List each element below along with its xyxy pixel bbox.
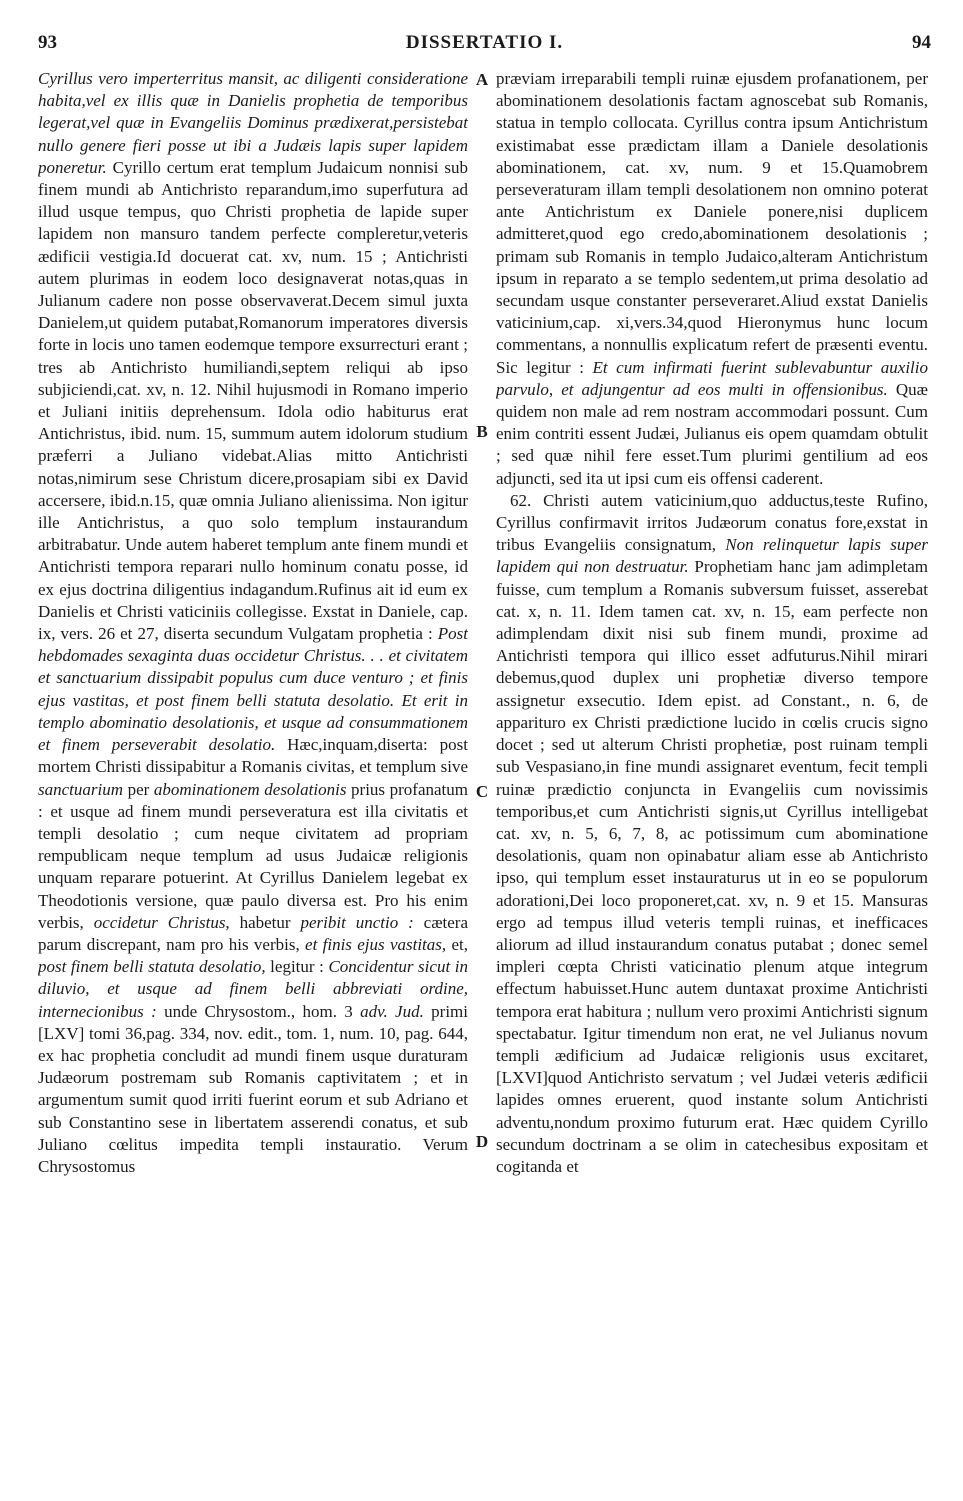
page-header — [38, 32, 931, 62]
right-column — [496, 68, 928, 1448]
text-run: per — [123, 779, 154, 799]
text-run: 62. Christi autem vaticinium,quo adductus,teste Rufino, Cyrillus confirmavit irritos Judæorum conatus fore,exstat in tribus Evangeliis consignatum, — [496, 490, 928, 555]
text-run: Hæc,inquam,diserta: post mortem Christi dissipabitur a Romanis civitas, et templum sive — [38, 735, 468, 777]
italic-text-run: peribit unctio : — [300, 912, 414, 932]
paragraph — [496, 490, 928, 1178]
margin-marker-d: D — [475, 1132, 489, 1151]
text-run: prius profanatum : et usque ad finem mundi perseveratura est illa civitatis et templi desolatio ; cum neque civitatem ad propriam rempublicam neque templum ad usus Judaicæ religionis unquam reparare potuerint. At Cyrillus Danielem legebat ex Theodotionis versione, quæ paulo diversa est. Pro his enim verbis, — [38, 779, 468, 932]
italic-text-run: adv. Jud. — [360, 1001, 424, 1021]
italic-text-run: abominationem desolationis — [153, 779, 347, 799]
text-run: præviam irreparabili templi ruinæ ejusdem profanationem, per abominationem desolationis factam agnoscebat sub Romanis, statua in templo collocata. Cyrillus contra ipsum Antichristum existimabat esse prædictam illam a Daniele desolationis abominationem, cat. xv, num. 9 et 15.Quamobrem perseveraturam illam templi desolationem non omnino poterat ante Antichristum ex Daniele ponere,nisi duplicem admitteret,quod ego credo,abominationem desolationis ; primam sub Romanis in templo Judaico,alteram Antichristum ipsum in reparato a se templo sedentem,ut prima desolatio ad secundam usque constanter perseveraret.Aliud exstat Danielis vaticinium,cap. xi,vers.34,quod Hieronymus hunc locum commentans, a nonnullis explicatum refert de præsenti eventu. Sic legitur : — [496, 69, 928, 377]
text-run: cætera parum discrepant, nam pro his verbis, — [38, 912, 468, 954]
paragraph — [496, 68, 928, 490]
italic-text-run: sanctuarium — [38, 779, 123, 799]
left-column — [38, 68, 468, 1448]
italic-text-run: post finem belli statuta desolatio, — [38, 957, 266, 977]
text-run: Cyrillo certum erat templum Judaicum nonnisi sub finem mundi ab Antichristo reparandum,imo superfutura ad illud usque tempus, quo Christi prophetia de lapide super lapidem non mansuro tandem perfecte compleretur,veteris ædificii vestigia.Id docuerat cat. xv, num. 15 ; Antichristi autem plurimas in eodem loco designaverat notas,quas in Julianum cadere non posse observaverat.Decem simul juxta Danielem,ut quidem putabat,Romanorum imperatores diversis forte in locis uno tamen eodemque tempore exsurrecturi erant ; tres ab Antichristo humiliandi,septem reliqui ab ipso subjiciendi,cat. xv, n. 12. Nihil hujusmodi in Romano imperio et Juliani initiis deprehensum. Idola odio habiturus erat Antichristus, ibid. num. 15, summum autem idolorum studium præferri a Juliano videbat.Alias mitto Antichristi notas,nimirum sese Christum dicere,prosapiam sibi ex David accersere, ibid.n.15, quæ omnia Juliano alienissima. Non igitur ille Antichristus, a quo solo templum instaurandum arbitrabatur. Unde autem haberet templum ante finem mundi et Antichristi tempora reparari nullo hominum conatu posse, id ex ejus doctrina diligentius indagandum.Rufinus ait id eum ex Danielis et Christi vaticiniis collegisse. Exstat in Daniele, cap. ix, vers. 26 et 27, diserta secundum Vulgatam prophetia : — [38, 157, 468, 644]
running-title: DISSERTATIO I. — [405, 32, 564, 53]
page-number-right: 94 — [912, 32, 931, 53]
italic-text-run: et finis ejus vastitas, — [305, 934, 447, 954]
text-run: Prophetiam hanc jam adimpletam fuisse, cum templum a Romanis subversum fuisset, asserebat cat. x, n. 11. Idem tamen cat. xv, n. 15, eam perfecte non adimplendam dixit nisi sub finem mundi, proxime ad Antichristi tempora qui illico esset adfuturus.Nihil mirari debemus,quod duplex uni prophetiæ diverso tempore assignetur exsecutio. Idem epist. ad Constant., n. 6, de apparituro ex Christi prædictione lucido in cœlis crucis signo docet ; sed ut alterum Christi prophetiæ, post ruinam templi sub Vespasiano,in fine mundi assignaret eventum, fecit templi ruinæ prædictio conjuncta in Evangeliis cum novissimis temporibus,et cum Antichristi signis,ut Cyrillus intelligebat cat. xv, n. 5, 6, 7, 8, ac potissimum cum abominatione desolationis, quam non opinabatur aliam esse ab Antichristo ipso, qui templum esset instauraturus ut in eo se populorum adorationi,Dei loco proponeret,cat. xv, n. 9 et 15. Mansuras ergo ad tempus illud veteris templi ruinas, et inefficaces aliorum ad illud instaurandum conatus putabat ; donec semel impleri cœpta Christi vaticinatio plenum atque integrum effectum habuisset.Hunc autem duntaxat proxime Antichristi tempora erat habitura ; nullum vero proximi Antichristi signum spectabatur. Igitur timendum non erat, ne vel Julianus novum templi ædificium ad Judaicæ religionis usus excitaret, [LXVI]quod Antichristo servatum ; vel Judæi veteris ædificii lapides omnes eruerent, quod instante solum Antichristi adventu,nondum proximo futurum erat. Hæc quidem Cyrillo secundum doctrinam a se olim in catechesibus expositam et cogitanda et — [496, 557, 928, 1176]
paragraph — [38, 68, 468, 1178]
text-run: unde Chrysostom., hom. 3 — [156, 1001, 361, 1021]
italic-text-run: occidetur Christus, — [93, 912, 230, 932]
italic-text-run: Post hebdomades sexaginta duas occidetur Christus. . . et civitatem et sanctuarium dissipabit populus cum duce venturo ; et finis ejus vastitas, et post finem belli statuta desolatio. Et erit in templo abominatio desolationis, et usque ad consummationem et finem perseverabit desolatio. — [38, 624, 468, 755]
text-run: et, — [446, 934, 468, 954]
margin-marker-a: A — [475, 70, 489, 89]
italic-text-run: Concidentur sicut in diluvio, et usque ad finem belli abbreviati ordine, internecionibus : — [38, 957, 468, 1021]
text-run: Quæ quidem non male ad rem nostram accommodari possunt. Cum enim contriti essent Judæi, Julianus eis opem quamdam obtulit ; sed quæ nihil fere esset.Tum plurimi gentilium ad eos adjuncti, sed ita ut ipsi cum eis offensi caderent. — [496, 379, 928, 488]
text-run: habetur — [229, 912, 301, 932]
margin-marker-c: C — [475, 782, 489, 801]
italic-text-run: Cyrillus vero imperterritus mansit, ac diligenti consideratione habita,vel ex illis quæ in Danielis prophetia de temporibus legerat,vel quæ in Evangeliis Dominus prædixerat,persistebat nullo genere fieri posse ut ibi a Judæis lapis super lapidem poneretur. — [38, 69, 468, 177]
italic-text-run: Non relinquetur lapis super lapidem qui non destruatur. — [496, 535, 928, 577]
text-run: primi [LXV] tomi 36,pag. 334, nov. edit., tom. 1, num. 10, pag. 644, ex hac prophetia concludit ad mundi finem usque duraturam Judæorum postremam sub Romanis captivitatem ; et in argumentum sumit quod irriti fuerint eorum et sub Adriano et sub Constantino sese in libertatem asserendi conatus, et sub Juliano cœlitus impedita templi instauratio. Verum Chrysostomus — [38, 1001, 468, 1176]
margin-marker-b: B — [476, 422, 488, 441]
text-run: legitur : — [265, 957, 329, 977]
page-number-left: 93 — [38, 32, 57, 53]
italic-text-run: Et cum infirmati fuerint sublevabuntur auxilio parvulo, et adjungentur ad eos multi in offensionibus. — [496, 357, 928, 399]
